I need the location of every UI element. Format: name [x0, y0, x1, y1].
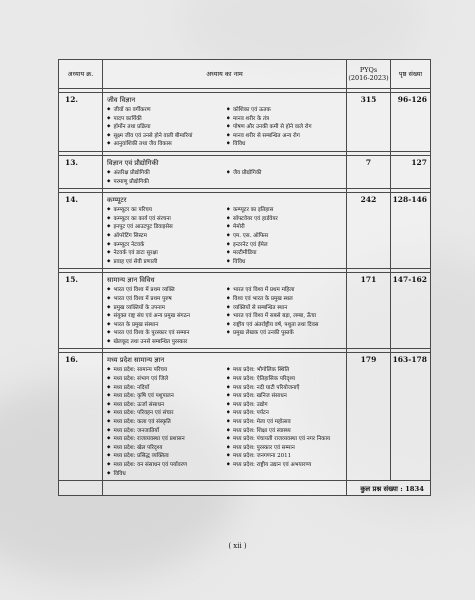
- topic-item: [107, 206, 224, 215]
- bullet-icon: ◆: [107, 224, 111, 230]
- topic-label: राष्ट्रीय एवं अंतर्राष्ट्रीय वर्ष, पशुता तथा दिवस: [232, 321, 319, 328]
- topic-item: [107, 258, 224, 267]
- header-pyqs: [347, 60, 391, 89]
- topic-label: विविध: [232, 141, 246, 148]
- topic-label: मध्य प्रदेश: कला एवं संस्कृति: [113, 419, 171, 426]
- bullet-icon: ◆: [226, 321, 230, 327]
- chapter-pyq-count: 179: [347, 353, 391, 481]
- bullet-icon: ◆: [226, 393, 230, 399]
- chapter-number: 16.: [59, 353, 103, 481]
- bullet-icon: ◆: [107, 470, 111, 476]
- topic-item: [227, 304, 344, 313]
- chapter-pyq-count: 171: [347, 273, 391, 349]
- chapter-cell: [103, 93, 347, 152]
- topic-item: [227, 178, 344, 187]
- bullet-icon: ◆: [107, 169, 111, 175]
- bullet-icon: ◆: [226, 304, 230, 310]
- chapter-number: 15.: [59, 273, 103, 349]
- topic-list: [107, 286, 343, 346]
- topic-item: [107, 329, 224, 338]
- page-number: ( xii ): [228, 542, 247, 550]
- topic-item: [227, 241, 344, 250]
- bullet-icon: ◆: [226, 462, 230, 467]
- topic-label: मध्य प्रदेश: भौगोलिक स्थिति: [232, 367, 290, 374]
- chapter-row: [59, 353, 431, 481]
- chapter-number: 12.: [59, 93, 103, 152]
- topic-label: विश्व एवं भारत के प्रमुख स्थल: [232, 295, 293, 302]
- bullet-icon: ◆: [107, 453, 111, 459]
- topic-label: इनपुट एवं आउटपुट डिवाइसेस: [113, 224, 173, 231]
- topic-label: मानव शरीर के तंत्र: [232, 115, 270, 122]
- topic-label: व्यक्तियों से सम्बन्धित स्थान: [232, 304, 288, 311]
- chapter-page-range: 147-162: [391, 273, 431, 349]
- bullet-icon: ◆: [107, 207, 111, 213]
- total-question-count: कुल प्रश्न संख्या : 1834: [347, 481, 431, 496]
- topic-label: विविध: [113, 470, 126, 477]
- topic-label: मध्य प्रदेश: जनगणना 2011: [232, 453, 292, 460]
- topic-label: जीवों का वर्गीकरण: [113, 107, 151, 113]
- topic-item: [227, 140, 344, 149]
- topic-item: [107, 115, 224, 124]
- topic-item: [107, 435, 224, 444]
- topic-label: मध्य प्रदेश: खनिज संसाधन: [232, 393, 287, 400]
- bullet-icon: ◆: [107, 250, 111, 256]
- topic-item: [107, 241, 224, 250]
- topic-item: [227, 392, 344, 401]
- topic-label: प्रमुख लेखक एवं उनकी पुस्तकें: [232, 330, 294, 337]
- topic-item: [227, 427, 344, 436]
- topic-item: [107, 215, 224, 224]
- bullet-icon: ◆: [107, 436, 111, 442]
- topic-label: मध्य प्रदेश: राष्ट्रीय उद्यान एवं अभयारण्य: [232, 462, 312, 468]
- chapter-pyq-count: 7: [347, 155, 391, 188]
- bullet-icon: ◆: [107, 367, 111, 373]
- topic-label: कम्प्यूटर का इतिहास: [232, 207, 274, 214]
- bullet-icon: ◆: [226, 287, 230, 293]
- topic-item: [107, 452, 224, 461]
- bullet-icon: ◆: [107, 124, 111, 130]
- topic-label: मध्य प्रदेश: वन संसाधन एवं पर्यावरण: [113, 462, 187, 468]
- bullet-icon: ◆: [226, 224, 230, 230]
- topic-item: [227, 123, 344, 132]
- topic-label: सॉफ्टवेयर एवं हार्डवेयर: [232, 215, 278, 222]
- topic-item: [227, 461, 344, 470]
- topic-item: [107, 461, 224, 470]
- topic-item: [227, 418, 344, 427]
- chapter-row: [59, 273, 431, 349]
- bullet-icon: ◆: [107, 376, 111, 382]
- topic-label: प्रमुख व्यक्तियों के उपनाम: [113, 304, 165, 311]
- topic-label: पोषण और उनकी कमी से होने वाले रोग: [232, 124, 312, 131]
- chapter-cell: [103, 353, 347, 481]
- topic-item: [227, 115, 344, 124]
- chapter-pyq-count: 242: [347, 193, 391, 269]
- topic-item: [227, 375, 344, 384]
- topic-item: [227, 338, 344, 347]
- header-pyqs-years: (2016-2023): [348, 74, 389, 82]
- topic-item: [227, 106, 344, 115]
- bullet-icon: ◆: [226, 207, 230, 213]
- chapter-cell: [103, 193, 347, 269]
- topic-item: [107, 321, 224, 330]
- topic-label: मध्य प्रदेश: पंचायती राजव्यवस्था एवं नगर निकाय: [232, 436, 331, 443]
- bullet-icon: ◆: [107, 410, 111, 416]
- bullet-icon: ◆: [107, 313, 111, 319]
- topic-item: [107, 123, 224, 132]
- topic-item: [107, 295, 224, 304]
- bullet-icon: ◆: [226, 376, 230, 382]
- total-row: [59, 481, 431, 496]
- topic-list: [107, 366, 343, 478]
- chapter-title: विज्ञान एवं प्रौद्योगिकी: [107, 158, 159, 167]
- chapter-cell: [103, 155, 347, 188]
- topic-label: मध्य प्रदेश: पर्यटन: [232, 410, 269, 417]
- topic-item: [107, 401, 224, 410]
- chapter-title: सामान्य ज्ञान विविध: [107, 276, 155, 285]
- bullet-icon: ◆: [226, 141, 230, 147]
- topic-label: मध्य प्रदेश: प्रसिद्ध व्यक्तित्व: [113, 453, 169, 460]
- topic-item: [107, 249, 224, 258]
- bullet-icon: ◆: [226, 295, 230, 301]
- topic-item: [107, 418, 224, 427]
- bullet-icon: ◆: [226, 250, 230, 256]
- topic-item: [227, 295, 344, 304]
- topic-label: ऑपरेटिंग सिस्टम: [113, 232, 147, 239]
- bullet-icon: ◆: [226, 258, 230, 264]
- bullet-icon: ◆: [107, 321, 111, 327]
- bullet-icon: ◆: [107, 107, 111, 112]
- bullet-icon: ◆: [107, 462, 111, 467]
- topic-label: अंतरिक्ष प्रौद्योगिकी: [113, 169, 150, 176]
- bullet-icon: ◆: [107, 215, 111, 221]
- bullet-icon: ◆: [226, 330, 230, 336]
- topic-item: [107, 409, 224, 418]
- bullet-icon: ◆: [107, 384, 111, 390]
- bullet-icon: ◆: [226, 453, 230, 459]
- topic-item: [107, 140, 224, 149]
- chapter-page-range: 128-146: [391, 193, 431, 269]
- topic-label: मध्य प्रदेश: ऊर्जा संसाधन: [113, 401, 165, 408]
- bullet-icon: ◆: [107, 241, 111, 247]
- bullet-icon: ◆: [107, 444, 111, 450]
- bullet-icon: ◆: [107, 393, 111, 399]
- bullet-icon: ◆: [226, 232, 230, 238]
- topic-label: मध्य प्रदेश: सामान्य परिचय: [113, 367, 168, 374]
- topic-label: खेलकूद तथा उनसे सम्बन्धित पुरस्कार: [113, 338, 188, 345]
- bullet-icon: ◆: [226, 124, 230, 130]
- bullet-icon: ◆: [226, 132, 230, 138]
- bullet-icon: ◆: [107, 295, 111, 301]
- topic-item: [227, 470, 344, 479]
- topic-item: [227, 249, 344, 258]
- topic-item: [227, 286, 344, 295]
- bullet-icon: ◆: [226, 384, 230, 390]
- topic-label: मध्य प्रदेश: ऐतिहासिक परिदृश्य: [232, 376, 295, 383]
- chapter-title: मध्य प्रदेश सामान्य ज्ञान: [107, 356, 165, 365]
- chapter-page-range: 96-126: [391, 93, 431, 152]
- topic-item: [227, 444, 344, 453]
- topic-item: [227, 435, 344, 444]
- chapter-pyq-count: 315: [347, 93, 391, 152]
- topic-label: भारत एवं विश्व में प्रथम पुरुष: [113, 295, 172, 302]
- chapter-row: [59, 93, 431, 152]
- topic-label: मध्य प्रदेश: खेल परिदृश्य: [113, 444, 163, 451]
- topic-label: मध्य प्रदेश: नदियाँ: [113, 384, 150, 391]
- topic-label: कम्प्यूटर का कार्य एवं संरचना: [113, 215, 171, 222]
- topic-label: भारत एवं विश्व में प्रथम महिला: [232, 287, 295, 294]
- bullet-icon: ◆: [107, 304, 111, 310]
- table-header-row: [59, 60, 431, 89]
- chapter-page-range: 163-178: [391, 353, 431, 481]
- topic-label: भारत एवं विश्व में प्रथम व्यक्ति: [113, 287, 175, 294]
- topic-item: [227, 329, 344, 338]
- topic-item: [107, 232, 224, 241]
- chapter-number: 13.: [59, 155, 103, 188]
- topic-item: [227, 169, 344, 178]
- topic-item: [107, 427, 224, 436]
- bullet-icon: ◆: [107, 141, 111, 147]
- topic-item: [107, 470, 224, 479]
- topic-label: पादप कार्यिकी: [113, 115, 142, 122]
- bullet-icon: ◆: [107, 287, 111, 293]
- topic-label: विविध: [232, 258, 246, 265]
- topic-item: [107, 132, 224, 141]
- topic-label: मध्य प्रदेश: परिवहन एवं संचार: [113, 410, 174, 417]
- topic-list: [107, 169, 343, 186]
- topic-label: मध्य प्रदेश: पुरस्कार एवं सम्मान: [232, 444, 295, 451]
- chapter-row: [59, 193, 431, 269]
- topic-label: मध्य प्रदेश: नदी घाटी परियोजनाएँ: [232, 384, 300, 391]
- topic-label: एम. एस. ऑफिस: [232, 232, 269, 239]
- bullet-icon: ◆: [226, 444, 230, 450]
- topic-item: [227, 409, 344, 418]
- topic-label: परमाणु प्रौद्योगिकी: [113, 178, 149, 185]
- chapter-number: 14.: [59, 193, 103, 269]
- bullet-icon: ◆: [107, 330, 111, 336]
- topic-item: [107, 223, 224, 232]
- topic-label: कोशिका एवं ऊतक: [232, 107, 271, 113]
- topic-item: [227, 206, 344, 215]
- header-chapter-name: अध्याय का नाम: [103, 60, 347, 89]
- topic-item: [227, 366, 344, 375]
- topic-item: [107, 384, 224, 393]
- topic-label: भारत के प्रमुख संस्थान: [113, 321, 159, 328]
- topic-label: सूक्ष्म जीव एवं उनसे होने वाली बीमारियां: [113, 132, 193, 139]
- chapter-title: कम्प्यूटर: [107, 196, 127, 205]
- topic-label: इन्टरनेट एवं ईमेल: [232, 241, 268, 248]
- topic-label: मध्य प्रदेश: संभाग एवं जिले: [113, 376, 169, 383]
- chapter-title: जीव विज्ञान: [107, 96, 136, 104]
- topic-label: कम्प्यूटर का परिचय: [113, 207, 152, 214]
- bullet-icon: ◆: [226, 115, 230, 121]
- topic-label: भारत एवं विश्व में सबसे बड़ा, लम्बा, ऊँचा: [232, 313, 317, 320]
- bullet-icon: ◆: [226, 401, 230, 407]
- topic-label: भारत एवं विश्व के पुरस्कार एवं सम्मान: [113, 330, 190, 337]
- topic-item: [227, 223, 344, 232]
- topic-label: मध्य प्रदेश: जनजातियाँ: [113, 427, 159, 434]
- topic-item: [107, 366, 224, 375]
- topic-label: कम्प्यूटर नेटवर्क: [113, 241, 145, 248]
- contents-table: [58, 59, 431, 496]
- topic-item: [107, 444, 224, 453]
- topic-label: मध्य प्रदेश: कृषि एवं पशुपालन: [113, 393, 174, 400]
- topic-item: [227, 321, 344, 330]
- chapter-row: [59, 155, 431, 188]
- topic-item: [227, 452, 344, 461]
- topic-item: [107, 392, 224, 401]
- bullet-icon: ◆: [107, 401, 111, 407]
- header-page-count: पृष्ठ संख्या: [391, 60, 431, 89]
- bullet-icon: ◆: [226, 107, 230, 112]
- bullet-icon: ◆: [226, 241, 230, 247]
- topic-label: संयुक्त राष्ट्र संघ एवं अन्य प्रमुख संगठन: [113, 313, 190, 320]
- topic-item: [107, 169, 224, 178]
- topic-item: [107, 178, 224, 187]
- topic-label: जैव प्रौद्योगिकी: [232, 169, 262, 176]
- topic-label: हॉर्मोन तथा प्रक्रिया: [113, 124, 151, 131]
- topic-item: [227, 401, 344, 410]
- topic-item: [107, 312, 224, 321]
- bullet-icon: ◆: [226, 169, 230, 175]
- total-empty-cell: [59, 481, 103, 496]
- topic-item: [227, 132, 344, 141]
- bullet-icon: ◆: [107, 232, 111, 238]
- topic-label: मध्य प्रदेश: मेला एवं महोत्सव: [232, 419, 291, 426]
- topic-item: [227, 312, 344, 321]
- bullet-icon: ◆: [226, 215, 230, 221]
- topic-label: मध्य प्रदेश: शिक्षा एवं स्वास्थ्य: [232, 427, 291, 434]
- topic-label: मानव शरीर से सम्बन्धित अन्य रोग: [232, 132, 300, 139]
- bullet-icon: ◆: [107, 419, 111, 425]
- bullet-icon: ◆: [226, 410, 230, 416]
- bullet-icon: ◆: [107, 427, 111, 433]
- header-pyqs-label: PYQs: [359, 65, 378, 74]
- topic-item: [227, 258, 344, 267]
- total-empty-cell: [103, 481, 347, 496]
- topic-item: [107, 375, 224, 384]
- topic-label: नेटवर्क एवं डाटा सुरक्षा: [113, 250, 158, 257]
- topic-item: [227, 232, 344, 241]
- topic-label: मध्य प्रदेश: उद्योग: [232, 401, 268, 408]
- bullet-icon: ◆: [107, 338, 111, 344]
- bullet-icon: ◆: [226, 427, 230, 433]
- bullet-icon: ◆: [107, 132, 111, 138]
- bullet-icon: ◆: [107, 115, 111, 121]
- bullet-icon: ◆: [107, 258, 111, 264]
- topic-item: [227, 384, 344, 393]
- topic-label: मल्टीमीडिया: [232, 250, 257, 257]
- topic-label: मेमोरी: [232, 224, 245, 231]
- chapter-cell: [103, 273, 347, 349]
- topic-item: [107, 106, 224, 115]
- bullet-icon: ◆: [226, 367, 230, 373]
- topic-item: [107, 286, 224, 295]
- bullet-icon: ◆: [226, 419, 230, 425]
- header-chapter-no: अध्याय क्र.: [59, 60, 103, 89]
- topic-list: [107, 106, 343, 149]
- topic-label: आनुवांशिकी तथा जैव विकास: [113, 141, 172, 148]
- topic-item: [107, 338, 224, 347]
- bullet-icon: ◆: [107, 178, 111, 184]
- chapter-page-range: 127: [391, 155, 431, 188]
- topic-list: [107, 206, 343, 266]
- topic-label: मध्य प्रदेश: राजव्यवस्था एवं प्रशासन: [113, 436, 185, 443]
- topic-label: प्रवाह एवं सेवी प्रणाली: [113, 258, 158, 265]
- bullet-icon: ◆: [226, 313, 230, 319]
- topic-item: [107, 304, 224, 313]
- bullet-icon: ◆: [226, 436, 230, 442]
- topic-item: [227, 215, 344, 224]
